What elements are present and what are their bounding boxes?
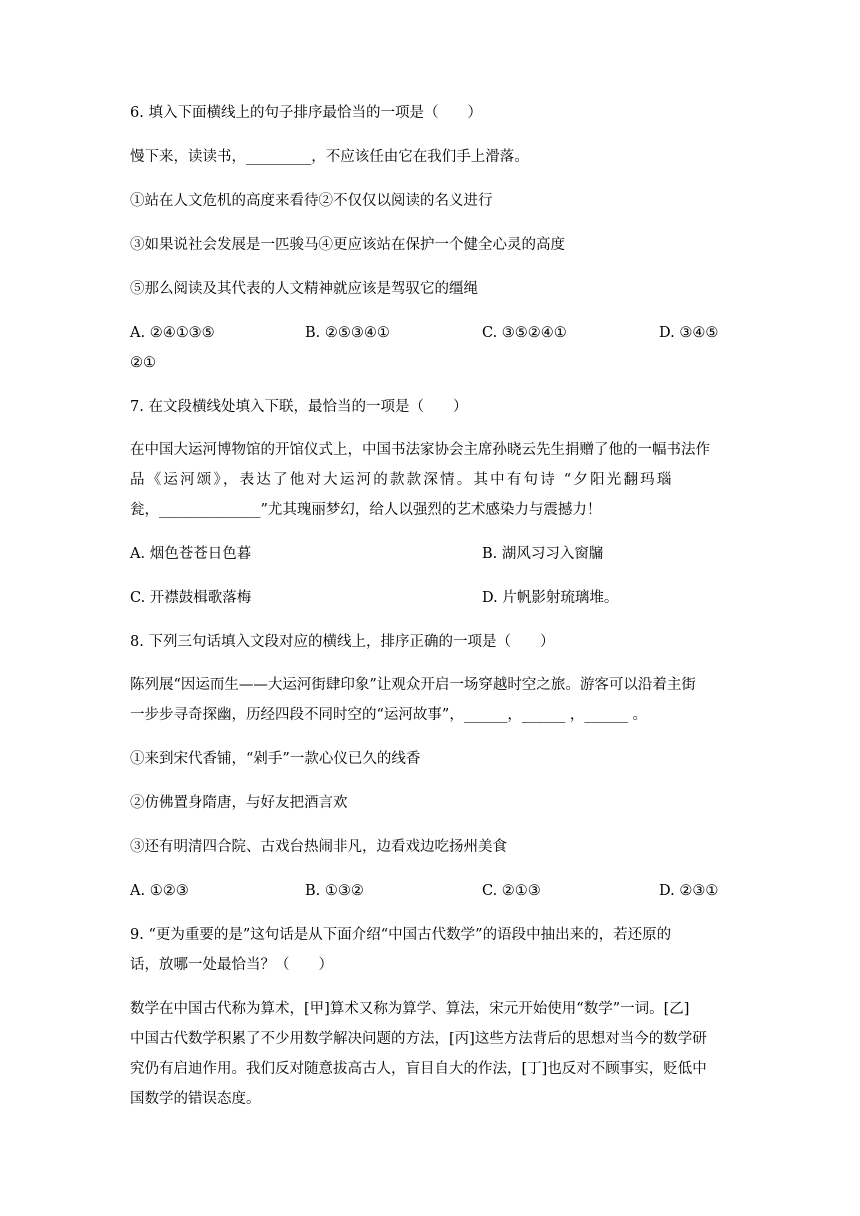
q9-passage-line-4: 国数学的错误态度。 <box>130 1091 261 1107</box>
q7-option-a[interactable]: A. 烟色苍苍日色暮 <box>130 546 252 562</box>
q8-sentence-3: ③还有明清四合院、古戏台热闹非凡，边看戏边吃扬州美食 <box>130 839 507 855</box>
q9-passage-line-1: 数学在中国古代称为算术，[甲]算术又称为算学、算法，宋元开始使用“数学”一词。[乙] <box>130 1001 690 1017</box>
q8-stem: 8. 下列三句话填入文段对应的横线上，排序正确的一项是（ ） <box>130 634 555 650</box>
q8-option-d[interactable]: D. ②③① <box>659 883 719 899</box>
q7-option-c[interactable]: C. 开襟鼓楫歌落梅 <box>130 590 252 606</box>
q6-stem: 6. 填入下面横线上的句子排序最恰当的一项是（ ） <box>130 105 482 121</box>
q6-sentence-3-4: ③如果说社会发展是一匹骏马④更应该站在保护一个健全心灵的高度 <box>130 237 565 253</box>
q8-option-a[interactable]: A. ①②③ <box>130 883 189 899</box>
q7-passage-line-1: 在中国大运河博物馆的开馆仪式上，中国书法家协会主席孙晓云先生捐赠了他的一幅书法作 <box>130 442 710 458</box>
q9-passage-line-2: 中国古代数学积累了不少用数学解决问题的方法，[丙]这些方法背后的思想对当今的数学研 <box>130 1031 707 1047</box>
q9-stem-line-1: 9. “更为重要的是”这句话是从下面介绍“中国古代数学”的语段中抽出来的，若还原的 <box>130 927 672 943</box>
q6-option-b[interactable]: B. ②⑤③④① <box>305 325 390 341</box>
q7-stem: 7. 在文段横线处填入下联，最恰当的一项是（ ） <box>130 399 468 415</box>
q8-passage-line-1: 陈列展“因运而生——大运河街肆印象”让观众开启一场穿越时空之旅。游客可以沿着主街 <box>130 677 696 693</box>
q7-option-b[interactable]: B. 湖风习习入窗牖 <box>482 546 604 562</box>
q6-sentence-1-2: ①站在人文危机的高度来看待②不仅仅以阅读的名义进行 <box>130 193 493 209</box>
q6-option-d[interactable]: D. ③④⑤ <box>659 325 719 341</box>
q8-sentence-2: ②仿佛置身隋唐，与好友把酒言欢 <box>130 795 348 811</box>
q9-passage-line-3: 究仍有启迪作用。我们反对随意拔高古人，盲目自大的作法，[丁]也反对不顾事实，贬低中 <box>130 1061 707 1077</box>
q6-option-d-wrap: ②① <box>130 355 156 371</box>
q7-passage-line-2: 品《运河颂》，表达了他对大运河的款款深情。其中有句诗 “夕阳光翻玛瑙 <box>130 472 674 488</box>
q6-passage: 慢下来，读读书，_________，不应该任由它在我们手上滑落。 <box>130 149 529 165</box>
q8-option-c[interactable]: C. ②①③ <box>482 883 541 899</box>
q6-option-a[interactable]: A. ②④①③⑤ <box>130 325 215 341</box>
q9-stem-line-2: 话，放哪一处最恰当？（ ） <box>130 957 333 973</box>
q8-passage-line-2: 一步步寻奇探幽，历经四段不同时空的“运河故事”，______，______ ，______ 。 <box>130 707 648 723</box>
q6-sentence-5: ⑤那么阅读及其代表的人文精神就应该是驾驭它的缰绳 <box>130 281 478 297</box>
q7-option-d[interactable]: D. 片帆影射琉璃堆。 <box>482 590 619 606</box>
q8-option-b[interactable]: B. ①③② <box>305 883 364 899</box>
q8-sentence-1: ①来到宋代香铺，“剁手”一款心仪已久的线香 <box>130 751 421 767</box>
q7-passage-line-3: 瓮，______________”尤其瑰丽梦幻，给人以强烈的艺术感染力与震撼力！ <box>130 502 602 518</box>
q6-option-c[interactable]: C. ③⑤②④① <box>482 325 567 341</box>
